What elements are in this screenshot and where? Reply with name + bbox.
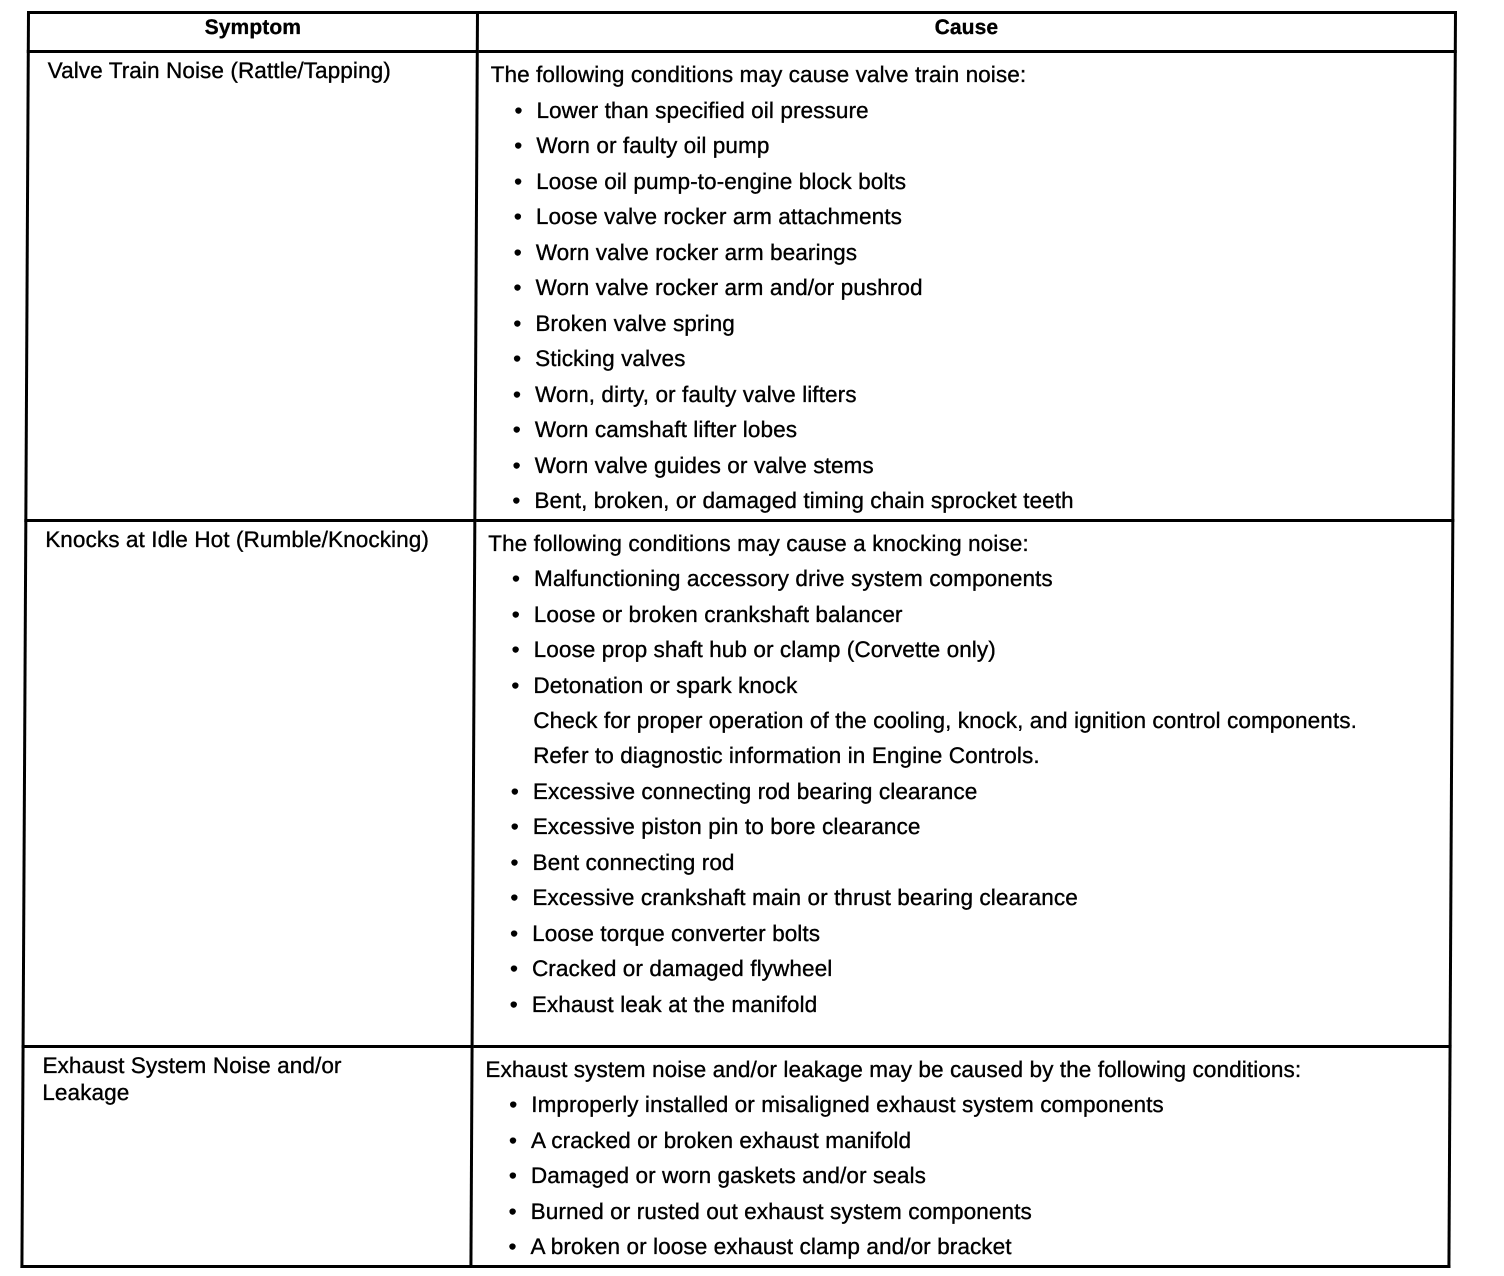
bullet-icon: • [513,275,522,300]
cause-text: Damaged or worn gaskets and/or seals [530,1163,927,1188]
cause-text: Bent connecting rod [532,849,735,875]
cause-list-item [489,377,1442,413]
bullet-icon: • [511,601,520,627]
bullet-icon: • [509,956,519,981]
cause-list-item [489,270,1442,306]
cause-text: Worn, dirty, or faulty valve lifters [534,381,857,407]
cause-text: Broken valve spring [535,310,735,336]
cause-cell [472,520,1453,1046]
cause-text: Loose valve rocker arm attachments [535,204,903,229]
cause-list-item [486,987,1439,1023]
bullet-icon: • [514,168,523,194]
cause-list [488,93,1443,519]
bullet-icon: • [511,637,520,662]
cause-list-item [489,341,1442,377]
bullet-icon: • [508,1234,517,1259]
bullet-icon: • [513,239,522,265]
bullet-icon: • [513,310,522,336]
cause-intro: The following conditions may cause valve train noise: [490,62,1027,87]
cause-list-item [486,916,1439,952]
cause-text: Worn valve guides or valve stems [534,452,874,478]
cause-text: Worn valve rocker arm bearings [535,239,858,265]
cause-text: Improperly installed or misaligned exhaust system components [531,1092,1164,1117]
bullet-icon: • [508,1198,517,1224]
header-cause: Cause [477,13,1455,52]
cause-text: A cracked or broken exhaust manifold [531,1127,912,1153]
cause-list-item [485,1087,1438,1123]
cause-list-item [486,951,1439,987]
table-row [22,1046,1450,1266]
cause-text: Malfunctioning accessory drive system components [533,566,1053,591]
bullet-icon: • [511,566,521,591]
bullet-icon: • [509,991,518,1017]
cause-text: Excessive crankshaft main or thrust bearing clearance [532,885,1078,910]
cause-list-item [490,235,1443,271]
cause-text: Worn or faulty oil pump [536,133,770,158]
cause-list-item [488,597,1441,633]
cause-text: Detonation or spark knock [533,672,798,698]
cause-list-item [486,880,1439,916]
cause-list-item [488,561,1441,597]
bullet-icon: • [509,1092,518,1117]
bullet-icon: • [512,381,522,407]
bullet-icon: • [509,1127,518,1153]
bullet-icon: • [512,452,521,478]
bullet-icon: • [514,133,523,158]
cause-list-item [488,483,1441,519]
header-row [28,13,1455,52]
cause-list [487,561,1441,703]
cause-text: Loose or broken crankshaft balancer [533,601,903,627]
bullet-icon: • [510,778,519,804]
cause-text: Loose torque converter bolts [532,920,821,946]
cause-list-item [485,1158,1438,1194]
cause-list [486,774,1440,1023]
cause-list-item [485,1123,1438,1159]
cause-text: Loose oil pump-to-engine block bolts [536,168,907,194]
cause-list-item [488,632,1441,668]
symptom-cell: Knocks at Idle Hot (Rumble/Knocking) [23,520,475,1046]
cause-text: Lower than specified oil pressure [536,97,869,123]
cause-list-item [487,668,1440,704]
bullet-icon: • [511,672,520,698]
bullet-icon: • [508,1163,517,1188]
cause-list-item [489,448,1442,484]
cause-list-item [490,93,1443,129]
cause-cell [471,1046,1450,1266]
cause-note: Refer to diagnostic information in Engine Controls. [533,743,1040,768]
cause-text: Excessive connecting rod bearing clearance [532,778,978,804]
cause-intro: The following conditions may cause a knocking noise: [488,530,1029,556]
cause-list-item [490,199,1443,235]
bullet-icon: • [513,204,522,229]
cause-intro: Exhaust system noise and/or leakage may be caused by the following conditions: [485,1056,1302,1082]
bullet-icon: • [510,885,519,910]
cause-list-item [487,774,1440,810]
cause-text: Sticking valves [535,346,686,371]
cause-text: Exhaust leak at the manifold [531,991,818,1017]
cause-text: Excessive piston pin to bore clearance [532,814,921,839]
header-symptom: Symptom [28,13,477,52]
bullet-icon: • [512,417,521,442]
table-row [23,520,1453,1046]
cause-list-item [489,306,1442,342]
cause-text: Worn valve rocker arm and/or pushrod [535,275,923,300]
cause-text: A broken or loose exhaust clamp and/or bracket [530,1234,1012,1259]
cause-list-item [485,1194,1438,1230]
cause-text: Worn camshaft lifter lobes [534,417,798,442]
cause-list-item [489,412,1442,448]
symptom-cell: Valve Train Noise (Rattle/Tapping) [26,52,477,521]
bullet-icon: • [510,849,519,875]
cause-list-item [486,845,1439,881]
bullet-icon: • [514,97,523,123]
cause-list-item [487,809,1440,845]
symptom-text: Exhaust System Noise and/or Leakage [42,1052,342,1105]
cause-text: Loose prop shaft hub or clamp (Corvette only) [533,637,996,662]
bullet-icon: • [512,488,521,513]
cause-list-item [484,1229,1437,1265]
cause-text: Cracked or damaged flywheel [531,956,833,981]
cause-note: Check for proper operation of the cooling, knock, and ignition control components. [533,708,1358,733]
cause-text: Bent, broken, or damaged timing chain sprocket teeth [534,488,1074,513]
symptom-cell [22,1046,472,1266]
table-row [26,52,1455,521]
cause-list-item [490,128,1443,164]
cause-cell [475,52,1455,521]
bullet-icon: • [510,920,519,946]
bullet-icon: • [510,814,519,839]
cause-list-item [490,164,1443,200]
cause-list [484,1087,1438,1265]
cause-text: Burned or rusted out exhaust system components [530,1198,1032,1224]
bullet-icon: • [513,346,522,371]
symptom-cause-table [20,11,1457,1268]
